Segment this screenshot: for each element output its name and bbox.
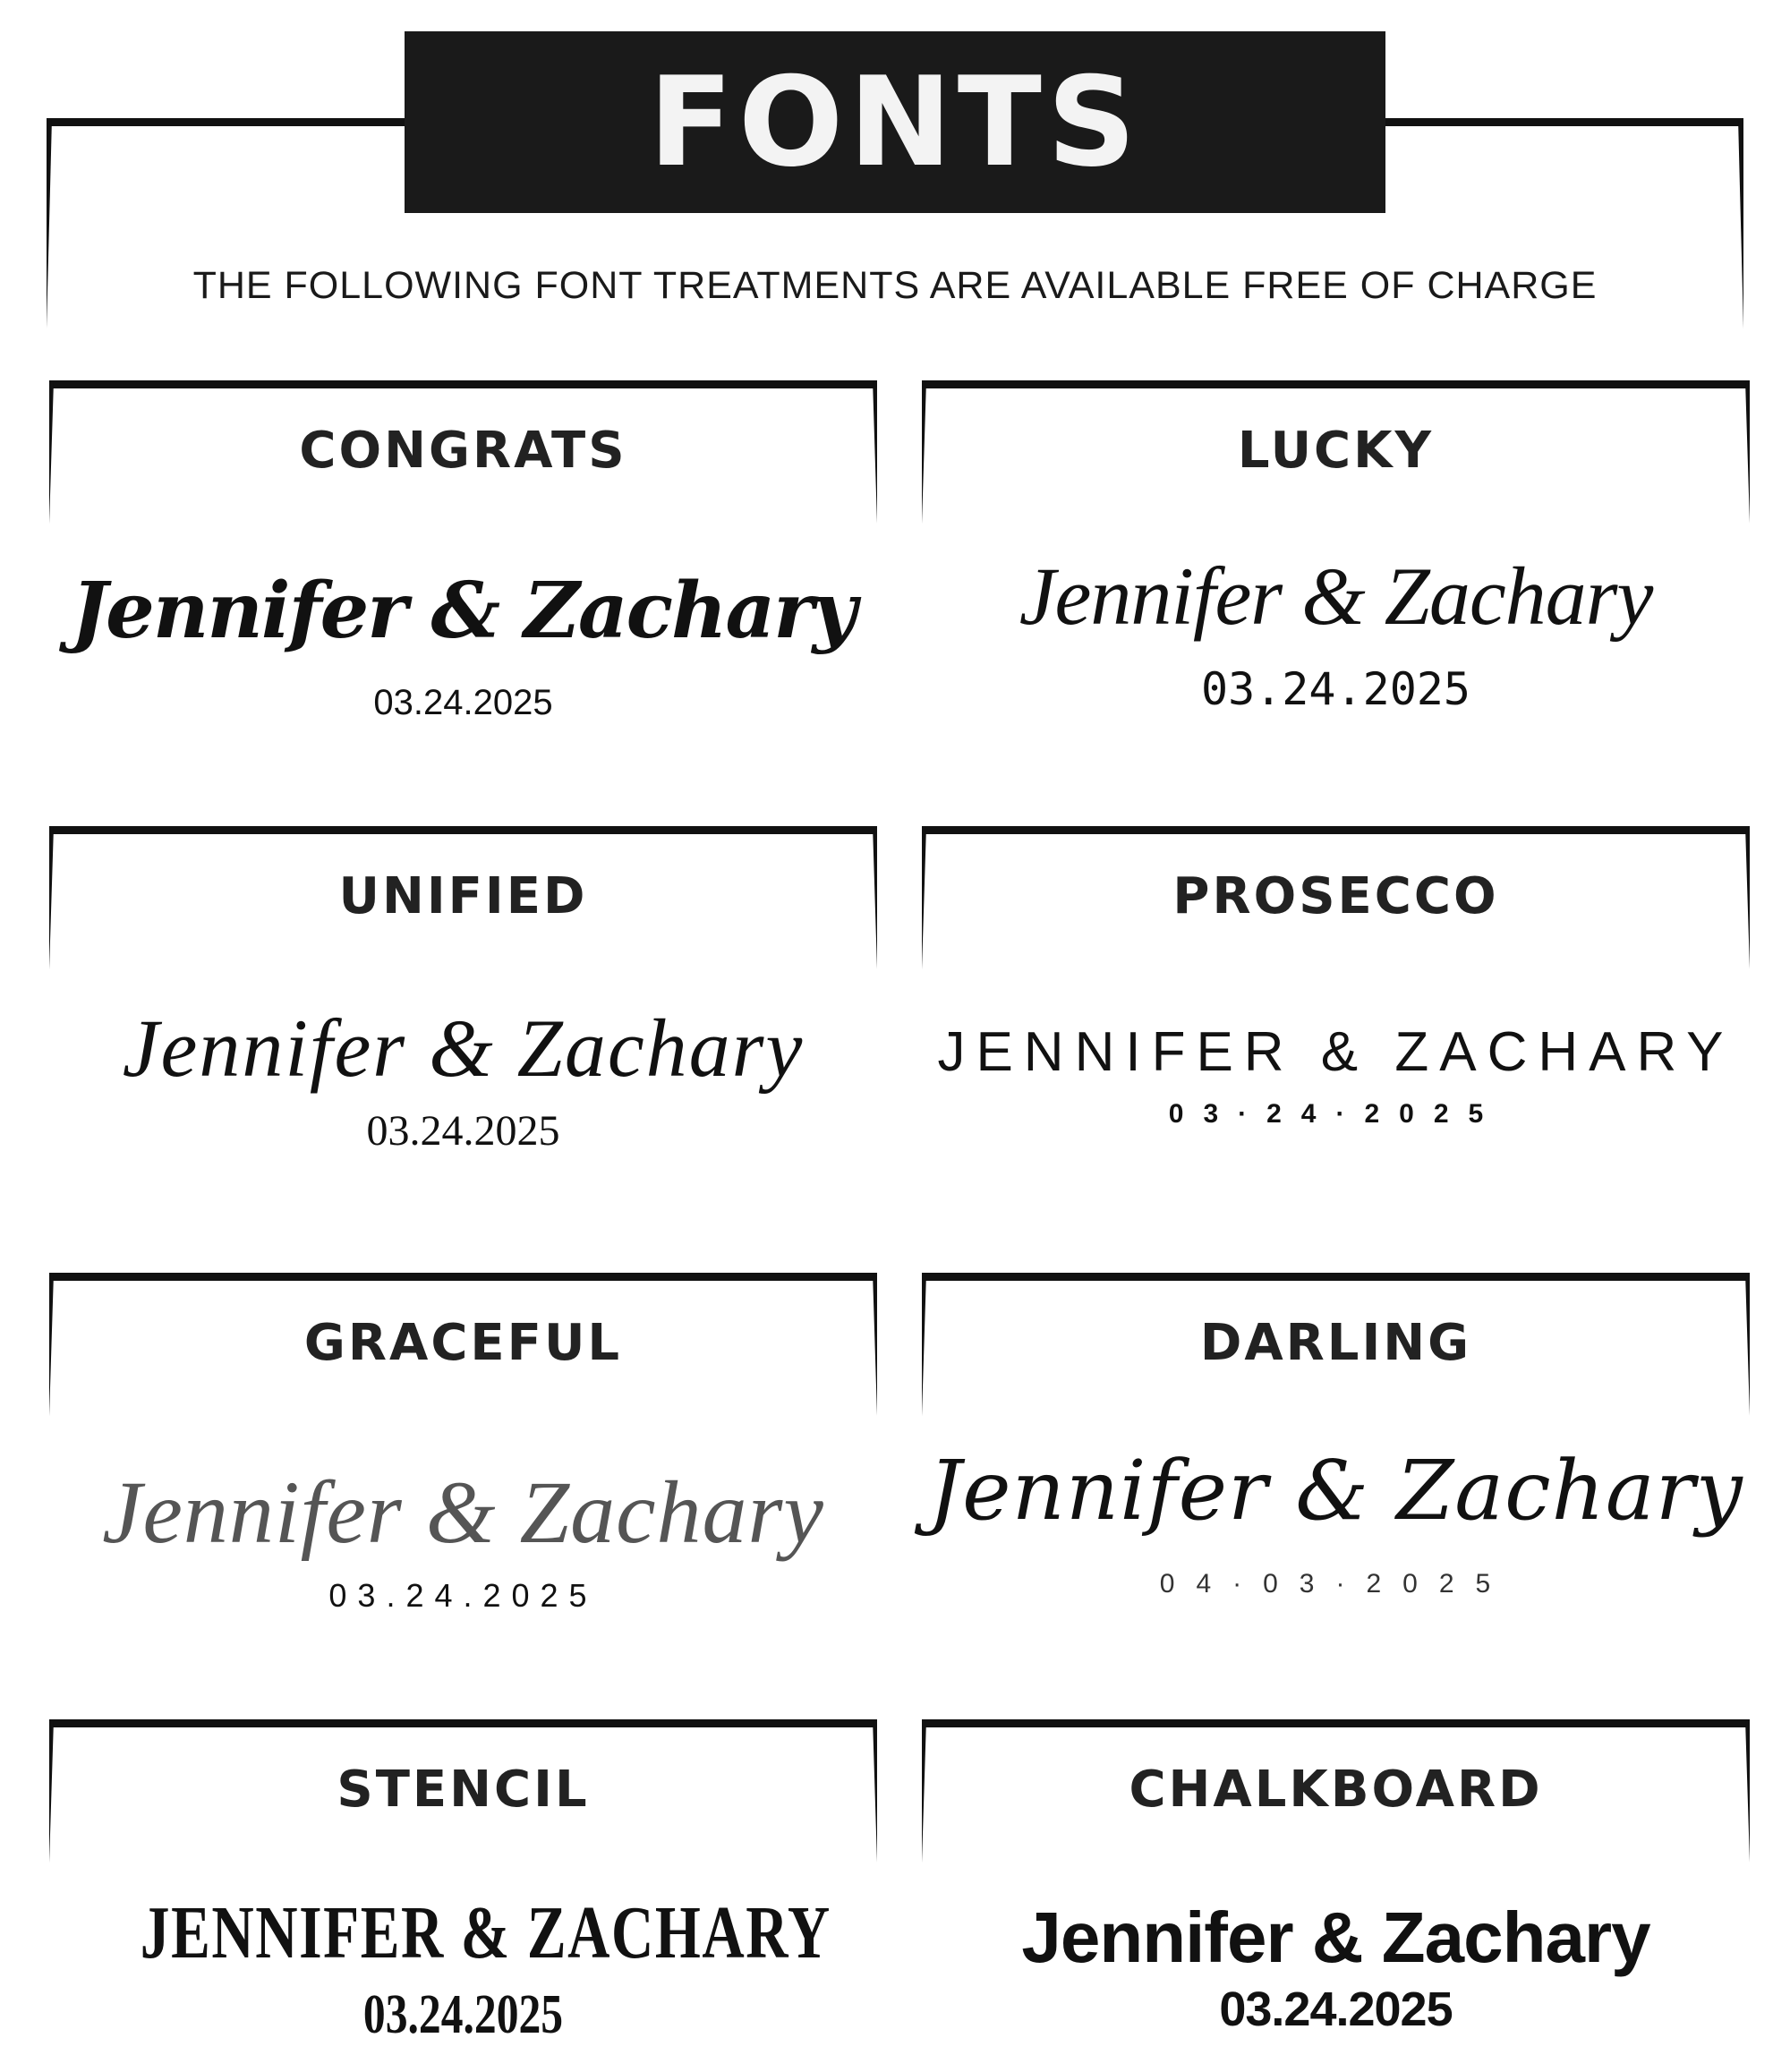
page-subtitle: THE FOLLOWING FONT TREATMENTS ARE AVAILABLE FREE OF CHARGE (192, 264, 1598, 307)
card-frame-bar (922, 380, 1750, 388)
font-label: CONGRATS (299, 422, 627, 480)
font-sample-date: 03.24.2025 (373, 683, 553, 722)
font-sample-name: Jennifer & Zachary (122, 1002, 805, 1094)
header-frame-bar-right (1381, 118, 1743, 126)
font-sample-date: 03.24.2025 (1219, 1982, 1453, 2036)
font-sample-name: Jennifer & Zachary (1021, 1897, 1650, 1977)
font-sample-name: Jennifer & Zachary (928, 1443, 1743, 1539)
font-sample-name: JENNIFER & ZACHARY (937, 1021, 1735, 1083)
card-frame-bar (49, 1719, 877, 1727)
font-label: CHALKBOARD (1129, 1761, 1543, 1819)
title-banner (405, 31, 1385, 213)
font-sample-date: 03.24.2025 (362, 1984, 564, 2045)
font-label: DARLING (1199, 1314, 1472, 1372)
font-label: PROSECCO (1172, 867, 1499, 925)
font-label: LUCKY (1237, 422, 1435, 480)
font-sample-name: Jennifer & Zachary (102, 1462, 824, 1562)
card-frame-bar (49, 826, 877, 834)
font-sample-date: 04·03·2025 (1159, 1569, 1513, 1599)
font-sample-date: 03.24.2025 (1200, 663, 1471, 715)
card-frame-bar (922, 1273, 1750, 1281)
font-sample-date: 03·24·2025 (1168, 1099, 1504, 1129)
page-title: FONTS (648, 49, 1142, 194)
font-label: UNIFIED (338, 867, 588, 925)
header-frame-bar-left (47, 118, 409, 126)
font-sample-name: Jennifer & Zachary (1019, 550, 1653, 642)
font-sample-name: JENNIFER & ZACHARY (140, 1891, 831, 1974)
font-label: GRACEFUL (303, 1314, 623, 1372)
card-frame-bar (49, 1273, 877, 1281)
font-sample-date: 03.24.2025 (366, 1107, 560, 1155)
font-sample-date: 03.24.2025 (328, 1577, 598, 1614)
card-frame-bar (922, 1719, 1750, 1727)
font-sample-name: Jennifer & Zachary (71, 566, 856, 656)
font-label: STENCIL (337, 1761, 590, 1819)
card-frame-bar (922, 826, 1750, 834)
card-frame-bar (49, 380, 877, 388)
